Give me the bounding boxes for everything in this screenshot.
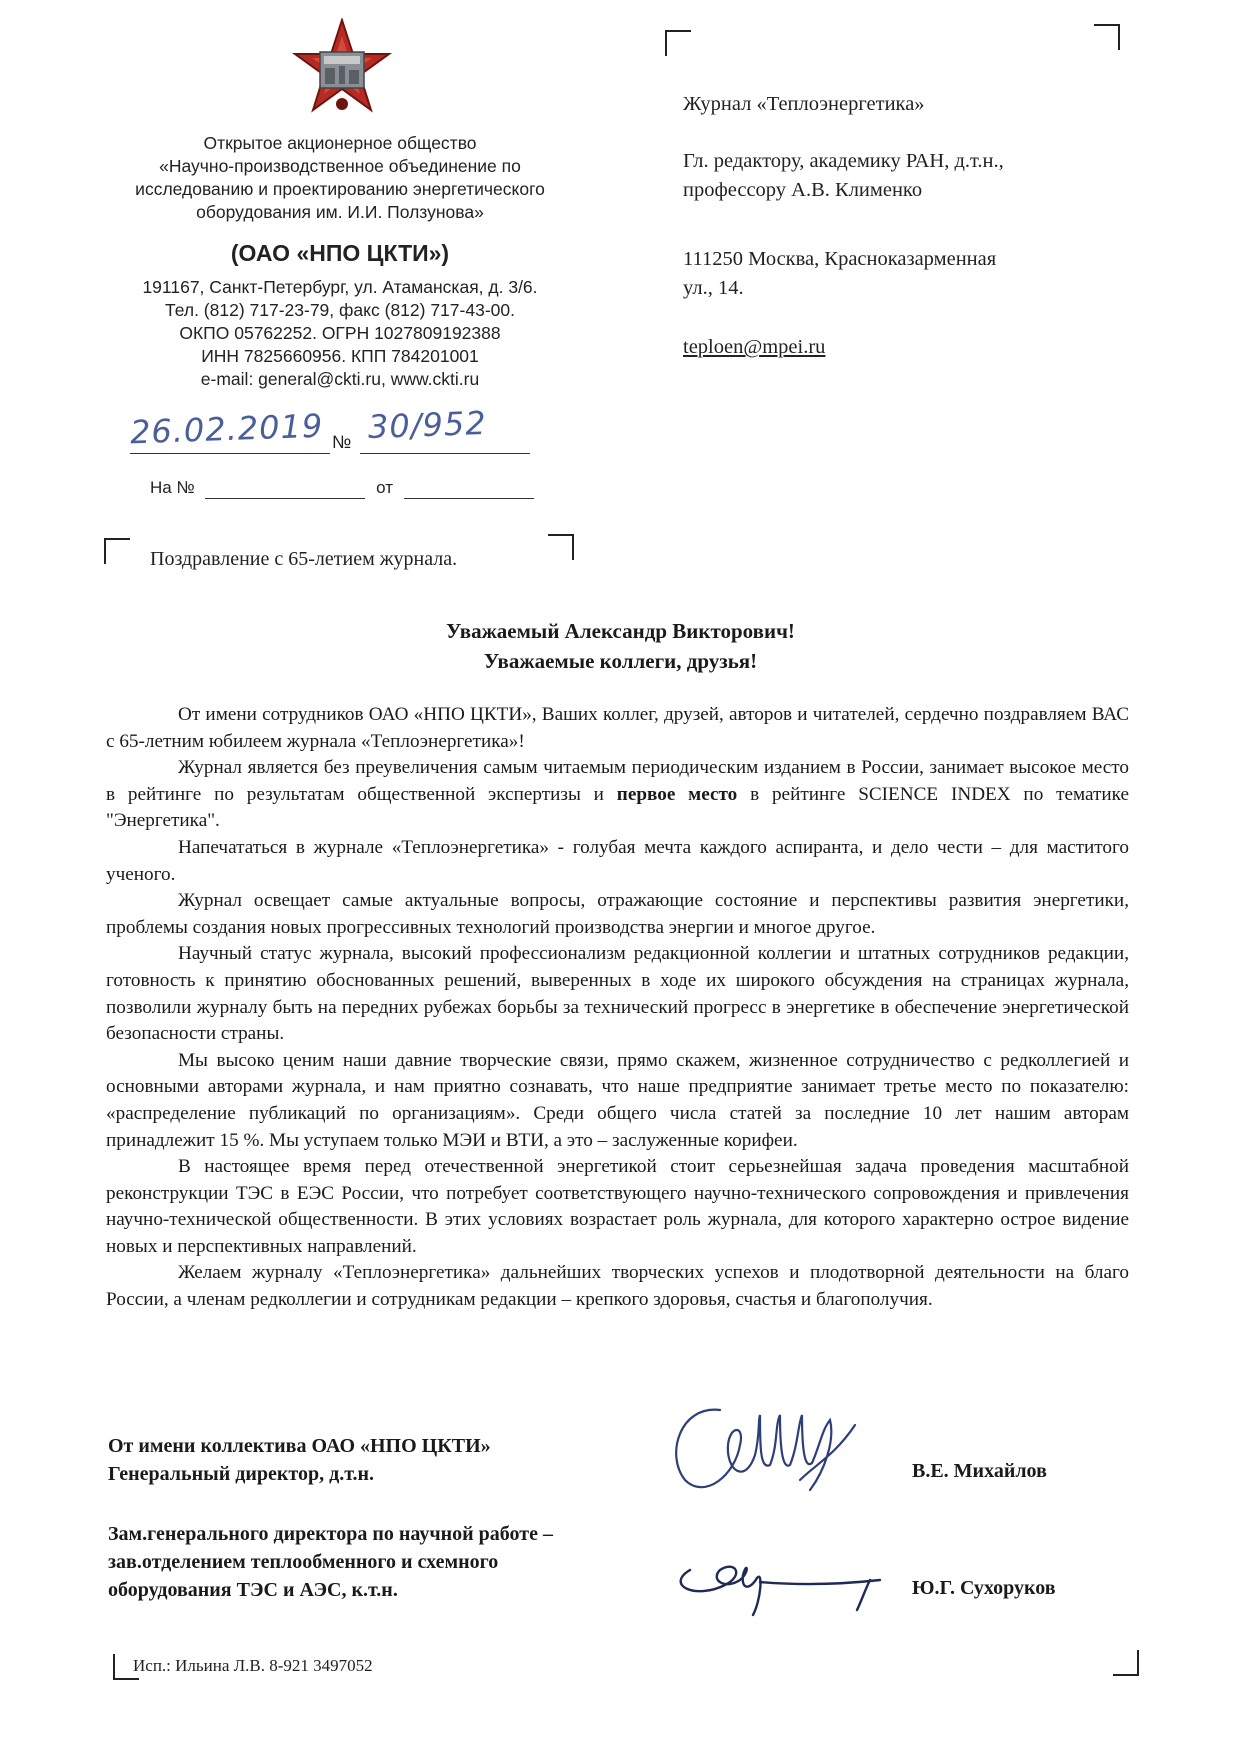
- contact-line: ОКПО 05762252. ОГРН 1027809192388: [179, 323, 501, 343]
- greeting-line: Уважаемые коллеги, друзья!: [483, 649, 758, 673]
- corner-mark-top-left: [665, 30, 691, 56]
- emblem-icon: [287, 18, 397, 123]
- handwritten-signature-director: [660, 1385, 880, 1515]
- registration-number: 30/952: [367, 403, 488, 447]
- signatory-title-deputy: [108, 1520, 553, 1604]
- org-line: Открытое акционерное общество: [203, 133, 477, 153]
- organization-name: [100, 132, 580, 224]
- address-line: 111250 Москва, Красноказарменная: [683, 248, 997, 270]
- recipient-email: teploen@mpei.ru: [683, 336, 826, 358]
- number-sign: №: [332, 432, 352, 452]
- reference-line: [150, 478, 534, 499]
- ref-number-label: На №: [150, 478, 195, 497]
- body-paragraph: Желаем журналу «Теплоэнергетика» дальнейших творческих успехов и плодотворной деятельности на благо России, а членам редколлегии и сотрудникам редакции – крепкого здоровья, счастья и благополучия.: [106, 1262, 1129, 1311]
- corner-mark-bottom-right: [1113, 1650, 1139, 1676]
- signatory-title-line: Генеральный директор, д.т.н.: [108, 1463, 375, 1485]
- contact-line: ИНН 7825660956. КПП 784201001: [201, 346, 479, 366]
- organization-contacts: [100, 276, 580, 391]
- number-underline: [360, 453, 530, 454]
- addressee-line: Гл. редактору, академику РАН, д.т.н.,: [683, 150, 1004, 172]
- greeting: [100, 616, 1141, 676]
- date-underline: [130, 453, 330, 454]
- recipient-address: [683, 245, 1123, 303]
- ref-number-blank: [205, 478, 365, 499]
- contact-line: Тел. (812) 717-23-79, факс (812) 717-43-00.: [165, 300, 515, 320]
- corner-mark-subject-left: [104, 538, 130, 564]
- body-text-span: в рейтинге SCIENCE INDEX по тематике "Энергетика".: [106, 783, 1130, 832]
- ref-date-blank: [404, 478, 534, 499]
- greeting-line: Уважаемый Александр Викторович!: [446, 619, 795, 643]
- ref-from-label: от: [376, 478, 394, 497]
- signatory-title-line: оборудования ТЭС и АЭС, к.т.н.: [108, 1579, 398, 1601]
- letter-body: [106, 702, 1129, 1314]
- body-paragraph: Научный статус журнала, высокий профессионализм редакционной коллегии и штатных сотрудников редакции, готовность к принятию обоснованных решений, выверенных в ходе их широкого обсуждения на страницах журнала, позволили журналу быть на передних рубежах борьбы за технический прогресс в энергетике в обеспечение энергетической безопасности страны.: [106, 943, 1129, 1045]
- org-line: «Научно-производственное объединение по: [159, 156, 521, 176]
- address-line: ул., 14.: [683, 277, 744, 299]
- recipient-addressee: [683, 147, 1123, 205]
- contact-line: e-mail: general@ckti.ru, www.ckti.ru: [200, 369, 480, 389]
- corner-mark-top-right: [1094, 24, 1120, 50]
- handwritten-signature-deputy: [665, 1530, 895, 1620]
- body-paragraph: [106, 755, 1129, 835]
- body-emphasis: первое место: [616, 783, 738, 805]
- body-text-span: Журнал является без преувеличения самым читаемым периодическим изданием в России, занимает высокое место в рейтинге по результатам общественной экспертизы и: [106, 757, 1129, 805]
- letter-subject: Поздравление с 65-летием журнала.: [150, 548, 458, 570]
- signatory-title-director: [108, 1432, 491, 1488]
- contact-line: 191167, Санкт-Петербург, ул. Атаманская, д. 3/6.: [142, 277, 538, 297]
- registration-date: 26.02.2019: [129, 406, 324, 452]
- signatory-title-line: От имени коллектива ОАО «НПО ЦКТИ»: [108, 1435, 491, 1457]
- registration-line: [110, 403, 580, 460]
- executor-contact: Исп.: Ильина Л.В. 8-921 3497052: [133, 1656, 373, 1675]
- body-paragraph: От имени сотрудников ОАО «НПО ЦКТИ», Ваших коллег, друзей, авторов и читателей, сердечно поздравляем ВАС с 65-летним юбилеем журнала «Теплоэнергетика»!: [106, 704, 1129, 752]
- organization-short-name: (ОАО «НПО ЦКТИ»): [230, 240, 450, 266]
- org-line: исследованию и проектированию энергетического: [135, 179, 545, 199]
- body-paragraph: В настоящее время перед отечественной энергетикой стоит серьезнейшая задача проведения масштабной реконструкции ТЭС в ЕЭС России, что потребует соответствующего научно-технического сопровождения и привлечения научно-технической общественности. В этих условиях возрастает роль журнала, для которого характерно острое видение новых и перспективных направлений.: [106, 1156, 1129, 1257]
- body-paragraph: Мы высоко ценим наши давние творческие связи, прямо скажем, жизненное сотрудничество с редколлегией и основными авторами журнала, и нам приятно сознавать, что наше предприятие занимает третье место по показателю: «распределение публикаций по организациям». Среди общего числа статей за последние 10 лет нашим авторам принадлежит 15 %. Мы уступаем только МЭИ и ВТИ, а это – заслуженные корифеи.: [106, 1049, 1129, 1151]
- org-line: оборудования им. И.И. Ползунова»: [196, 202, 484, 222]
- body-paragraph: Напечататься в журнале «Теплоэнергетика» - голубая мечта каждого аспиранта, и дело чести – для маститого ученого.: [106, 836, 1129, 885]
- signatory-name-deputy: Ю.Г. Сухоруков: [912, 1577, 1056, 1599]
- corner-mark-subject-right: [548, 534, 574, 560]
- addressee-line: профессору А.В. Клименко: [683, 179, 923, 201]
- signatory-name-director: В.Е. Михайлов: [912, 1460, 1047, 1482]
- body-paragraph: Журнал освещает самые актуальные вопросы, отражающие состояние и перспективы развития энергетики, проблемы создания новых прогрессивных технологий производства энергии и многое другое.: [106, 890, 1129, 938]
- signatory-title-line: Зам.генерального директора по научной работе –: [108, 1523, 553, 1545]
- recipient-journal: Журнал «Теплоэнергетика»: [683, 93, 925, 115]
- signatory-title-line: зав.отделением теплообменного и схемного: [108, 1551, 499, 1573]
